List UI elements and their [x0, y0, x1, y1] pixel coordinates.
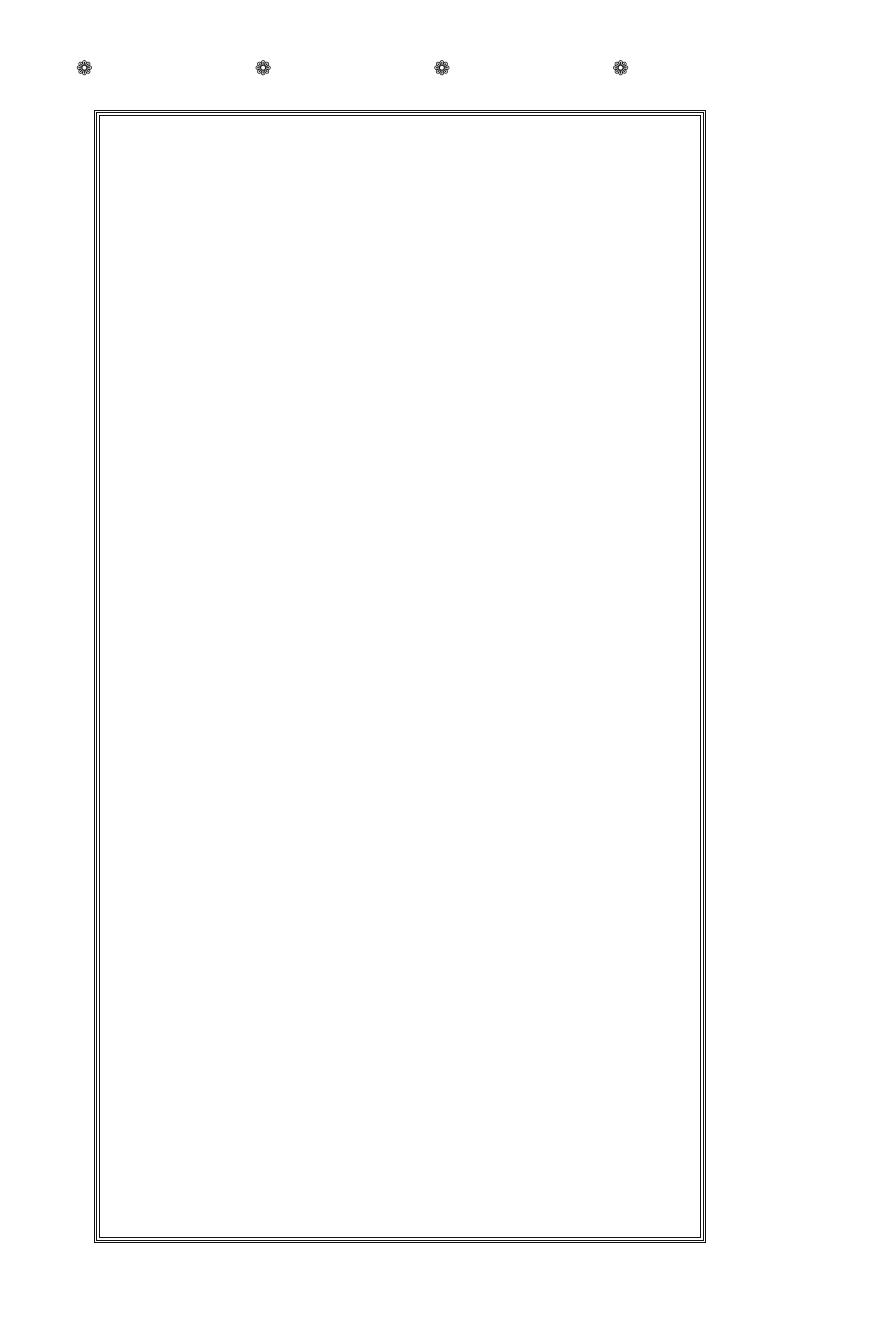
text-line	[106, 958, 694, 1018]
entry-line	[106, 1090, 694, 1150]
floral-ornament-icon: ❁	[254, 55, 272, 80]
text-line	[106, 238, 694, 298]
text-line	[106, 418, 694, 478]
text-line	[106, 778, 694, 838]
text-line	[106, 718, 694, 778]
floral-ornament-icon: ❁	[76, 55, 93, 80]
text-line	[106, 118, 694, 178]
text-line	[106, 478, 694, 538]
floral-ornament-icon: ❁	[612, 55, 630, 80]
footnote	[250, 1237, 590, 1287]
text-line	[106, 298, 694, 358]
text-line	[106, 178, 694, 238]
text-line	[106, 898, 694, 958]
text-line	[106, 598, 694, 658]
catchword	[120, 1248, 200, 1288]
floral-ornament-icon: ❁	[433, 55, 451, 80]
text-line	[106, 538, 694, 598]
text-line	[106, 658, 694, 718]
entry-line	[106, 1143, 694, 1203]
text-line	[106, 838, 694, 898]
text-line	[106, 358, 694, 418]
entry-number	[712, 1095, 802, 1145]
page-header	[70, 40, 710, 95]
text-line	[106, 1035, 694, 1095]
